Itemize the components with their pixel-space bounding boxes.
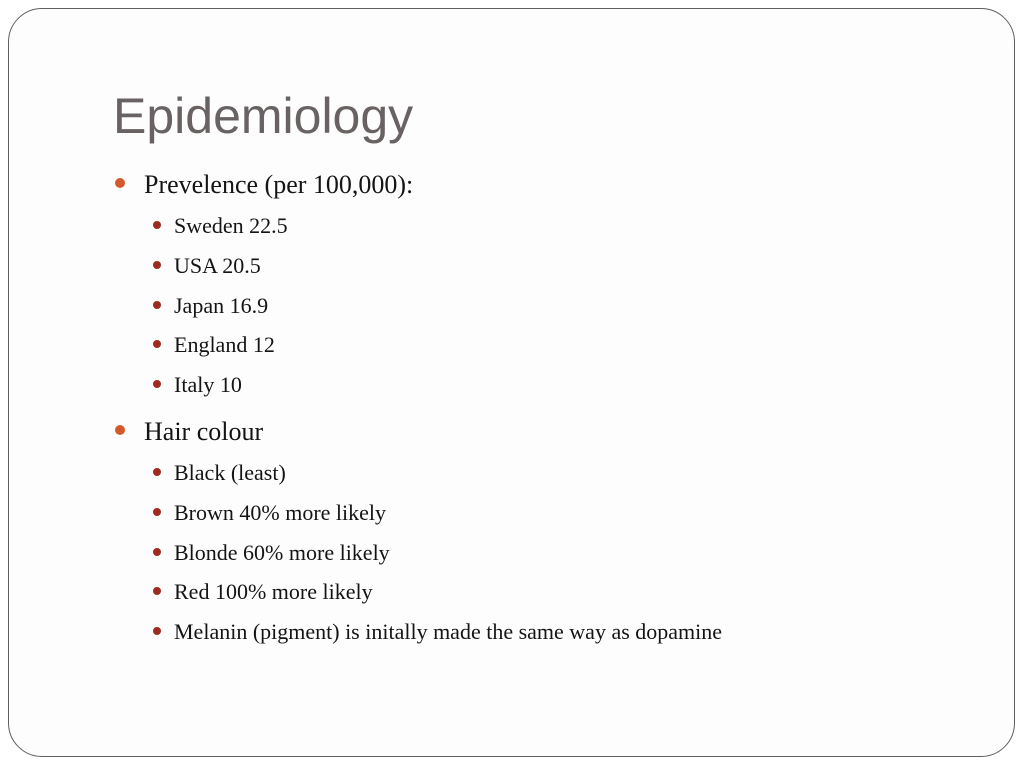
list-item bbox=[144, 206, 994, 246]
list-item-text: Melanin (pigment) is initally made the same way as dopamine bbox=[174, 619, 723, 645]
list-item-text: England 12 bbox=[174, 332, 275, 358]
section-heading: Hair colour bbox=[144, 416, 264, 446]
list-item bbox=[144, 246, 994, 286]
bullet-icon bbox=[115, 425, 125, 435]
sub-bullet-list bbox=[144, 453, 994, 652]
sub-bullet-icon bbox=[153, 261, 161, 269]
list-item bbox=[144, 612, 994, 652]
list-item bbox=[144, 533, 994, 573]
list-item bbox=[144, 493, 994, 533]
sub-bullet-icon bbox=[153, 468, 161, 476]
section-heading: Prevelence (per 100,000): bbox=[144, 170, 414, 199]
bullet-icon bbox=[115, 178, 125, 188]
sub-bullet-icon bbox=[153, 301, 161, 309]
list-item bbox=[144, 453, 994, 493]
list-item-text: Red 100% more likely bbox=[174, 579, 373, 605]
sub-bullet-icon bbox=[153, 548, 161, 556]
list-item-text: USA 20.5 bbox=[174, 252, 261, 278]
bullet-list bbox=[114, 166, 994, 652]
section-hair-colour bbox=[114, 413, 994, 652]
list-item bbox=[144, 572, 994, 612]
list-item-text: Brown 40% more likely bbox=[174, 499, 387, 525]
sub-bullet-icon bbox=[153, 340, 161, 348]
sub-bullet-icon bbox=[153, 221, 161, 229]
sub-bullet-icon bbox=[153, 627, 161, 635]
list-item-text: Japan 16.9 bbox=[174, 292, 269, 318]
slide-title: Epidemiology bbox=[113, 88, 414, 144]
list-item bbox=[144, 325, 994, 365]
sub-bullet-list bbox=[144, 206, 994, 405]
section-prevalence bbox=[114, 166, 994, 405]
list-item-text: Sweden 22.5 bbox=[174, 213, 288, 238]
list-item bbox=[144, 286, 994, 326]
slide-content bbox=[114, 166, 994, 660]
sub-bullet-icon bbox=[153, 587, 161, 595]
list-item-text: Blonde 60% more likely bbox=[174, 539, 390, 565]
list-item-text: Italy 10 bbox=[174, 372, 242, 398]
list-item-text: Black (least) bbox=[174, 459, 286, 485]
list-item bbox=[144, 365, 994, 405]
sub-bullet-icon bbox=[153, 380, 161, 388]
sub-bullet-icon bbox=[153, 508, 161, 516]
